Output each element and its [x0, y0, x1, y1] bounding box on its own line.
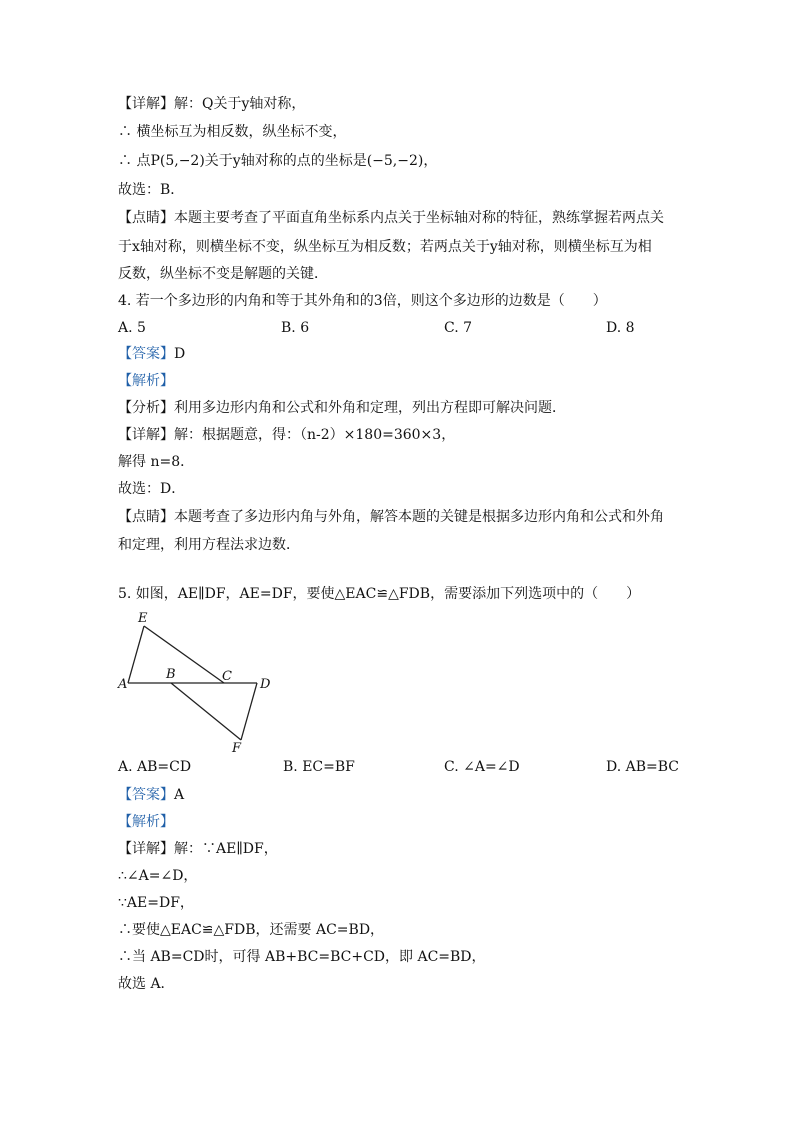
label-e: E	[138, 611, 148, 626]
q4-comment-text-1: 本题考查了多边形内角与外角，解答本题的关键是根据多边形内角和公式和外角	[174, 509, 664, 525]
q5-option-c: C. ∠A=∠D	[444, 759, 520, 775]
q4-answer-line	[118, 344, 185, 364]
q4-stem: 4. 若一个多边形的内角和等于其外角和的3倍，则这个多边形的边数是（ ）	[118, 293, 607, 309]
detail-tag: 【详解】	[118, 841, 174, 857]
q4-option-b: B. 6	[281, 320, 310, 336]
answer-tag: 【答案】	[118, 787, 174, 803]
q5-choice-line: 故选 A．	[118, 976, 175, 992]
q5-option-d: D. AB=BC	[606, 759, 680, 775]
segment-ae	[128, 626, 144, 683]
q5-step-line-3: ∵AE=DF，	[118, 895, 194, 911]
q4-analysis-text: 利用多边形内角和公式和外角和定理，列出方程即可解决问题．	[174, 400, 566, 416]
q4-choice-line: 故选：D．	[118, 481, 186, 497]
label-a: A	[118, 677, 128, 692]
q5-detail-text: 解：∵AE∥DF，	[174, 841, 278, 857]
q3-step-line: ∴ 横坐标互为相反数，纵坐标不变，	[118, 124, 347, 140]
detail-tag: 【详解】	[118, 96, 174, 112]
q5-stem: 5. 如图，AE∥DF，AE=DF，要使△EAC≌△FDB，需要添加下列选项中的（ ）	[118, 586, 641, 602]
q4-comment-line-2: 和定理，利用方程法求边数．	[118, 537, 300, 553]
q3-comment-line-3: 反数，纵坐标不变是解题的关键．	[118, 266, 328, 282]
q4-option-d: D. 8	[606, 320, 635, 336]
q5-option-a: A. AB=CD	[118, 759, 192, 775]
q3-detail-line	[118, 94, 305, 114]
geometry-figure	[116, 608, 276, 754]
label-d: D	[260, 677, 271, 692]
segment-df	[241, 683, 257, 740]
q5-step-line-2: ∴∠A=∠D，	[118, 868, 198, 884]
q5-answer-line	[118, 785, 184, 805]
q4-analysis-tag: 【解析】	[118, 373, 174, 389]
q3-coordinate-line: ∴ 点P(5,−2)关于y轴对称的点的坐标是(−5,−2)，	[118, 153, 438, 169]
q4-answer-value: D	[174, 346, 186, 362]
q5-analysis-tag: 【解析】	[118, 814, 174, 830]
segment-ec	[144, 626, 224, 683]
q3-comment-line-2: 于x轴对称，则横坐标不变，纵坐标互为相反数；若两点关于y轴对称，则横坐标互为相	[118, 239, 652, 255]
q3-choice-line: 故选：B．	[118, 182, 185, 198]
segment-fb	[171, 683, 241, 740]
q3-comment-line-1	[118, 208, 664, 228]
q5-option-b: B. EC=BF	[283, 759, 355, 775]
label-f: F	[232, 741, 242, 754]
q4-solve-line: 解得 n=8．	[118, 454, 195, 470]
q5-detail-line	[118, 839, 278, 859]
analysis-sub-tag: 【分析】	[118, 400, 174, 416]
label-c: C	[222, 669, 232, 684]
q4-option-a: A. 5	[118, 320, 146, 336]
answer-tag: 【答案】	[118, 346, 174, 362]
q3-detail-text: 解：Q关于y轴对称，	[174, 96, 306, 112]
q4-analysis-line	[118, 398, 566, 418]
label-b: B	[166, 667, 176, 682]
detail-tag: 【详解】	[118, 427, 174, 443]
q5-answer-value: A	[174, 787, 185, 803]
comment-tag: 【点睛】	[118, 210, 174, 226]
q4-option-c: C. 7	[444, 320, 473, 336]
q3-comment-text-1: 本题主要考查了平面直角坐标系内点关于坐标轴对称的特征，熟练掌握若两点关	[174, 210, 664, 226]
q5-step-line-4: ∴要使△EAC≌△FDB，还需要 AC=BD，	[118, 922, 385, 938]
q4-detail-text: 解：根据题意，得：（n-2）×180=360×3，	[174, 427, 456, 443]
q4-detail-line	[118, 425, 455, 445]
q4-comment-line-1	[118, 507, 664, 527]
q5-step-line-5: ∴当 AB=CD时，可得 AB+BC=BC+CD，即 AC=BD，	[118, 949, 486, 965]
comment-tag: 【点睛】	[118, 509, 174, 525]
